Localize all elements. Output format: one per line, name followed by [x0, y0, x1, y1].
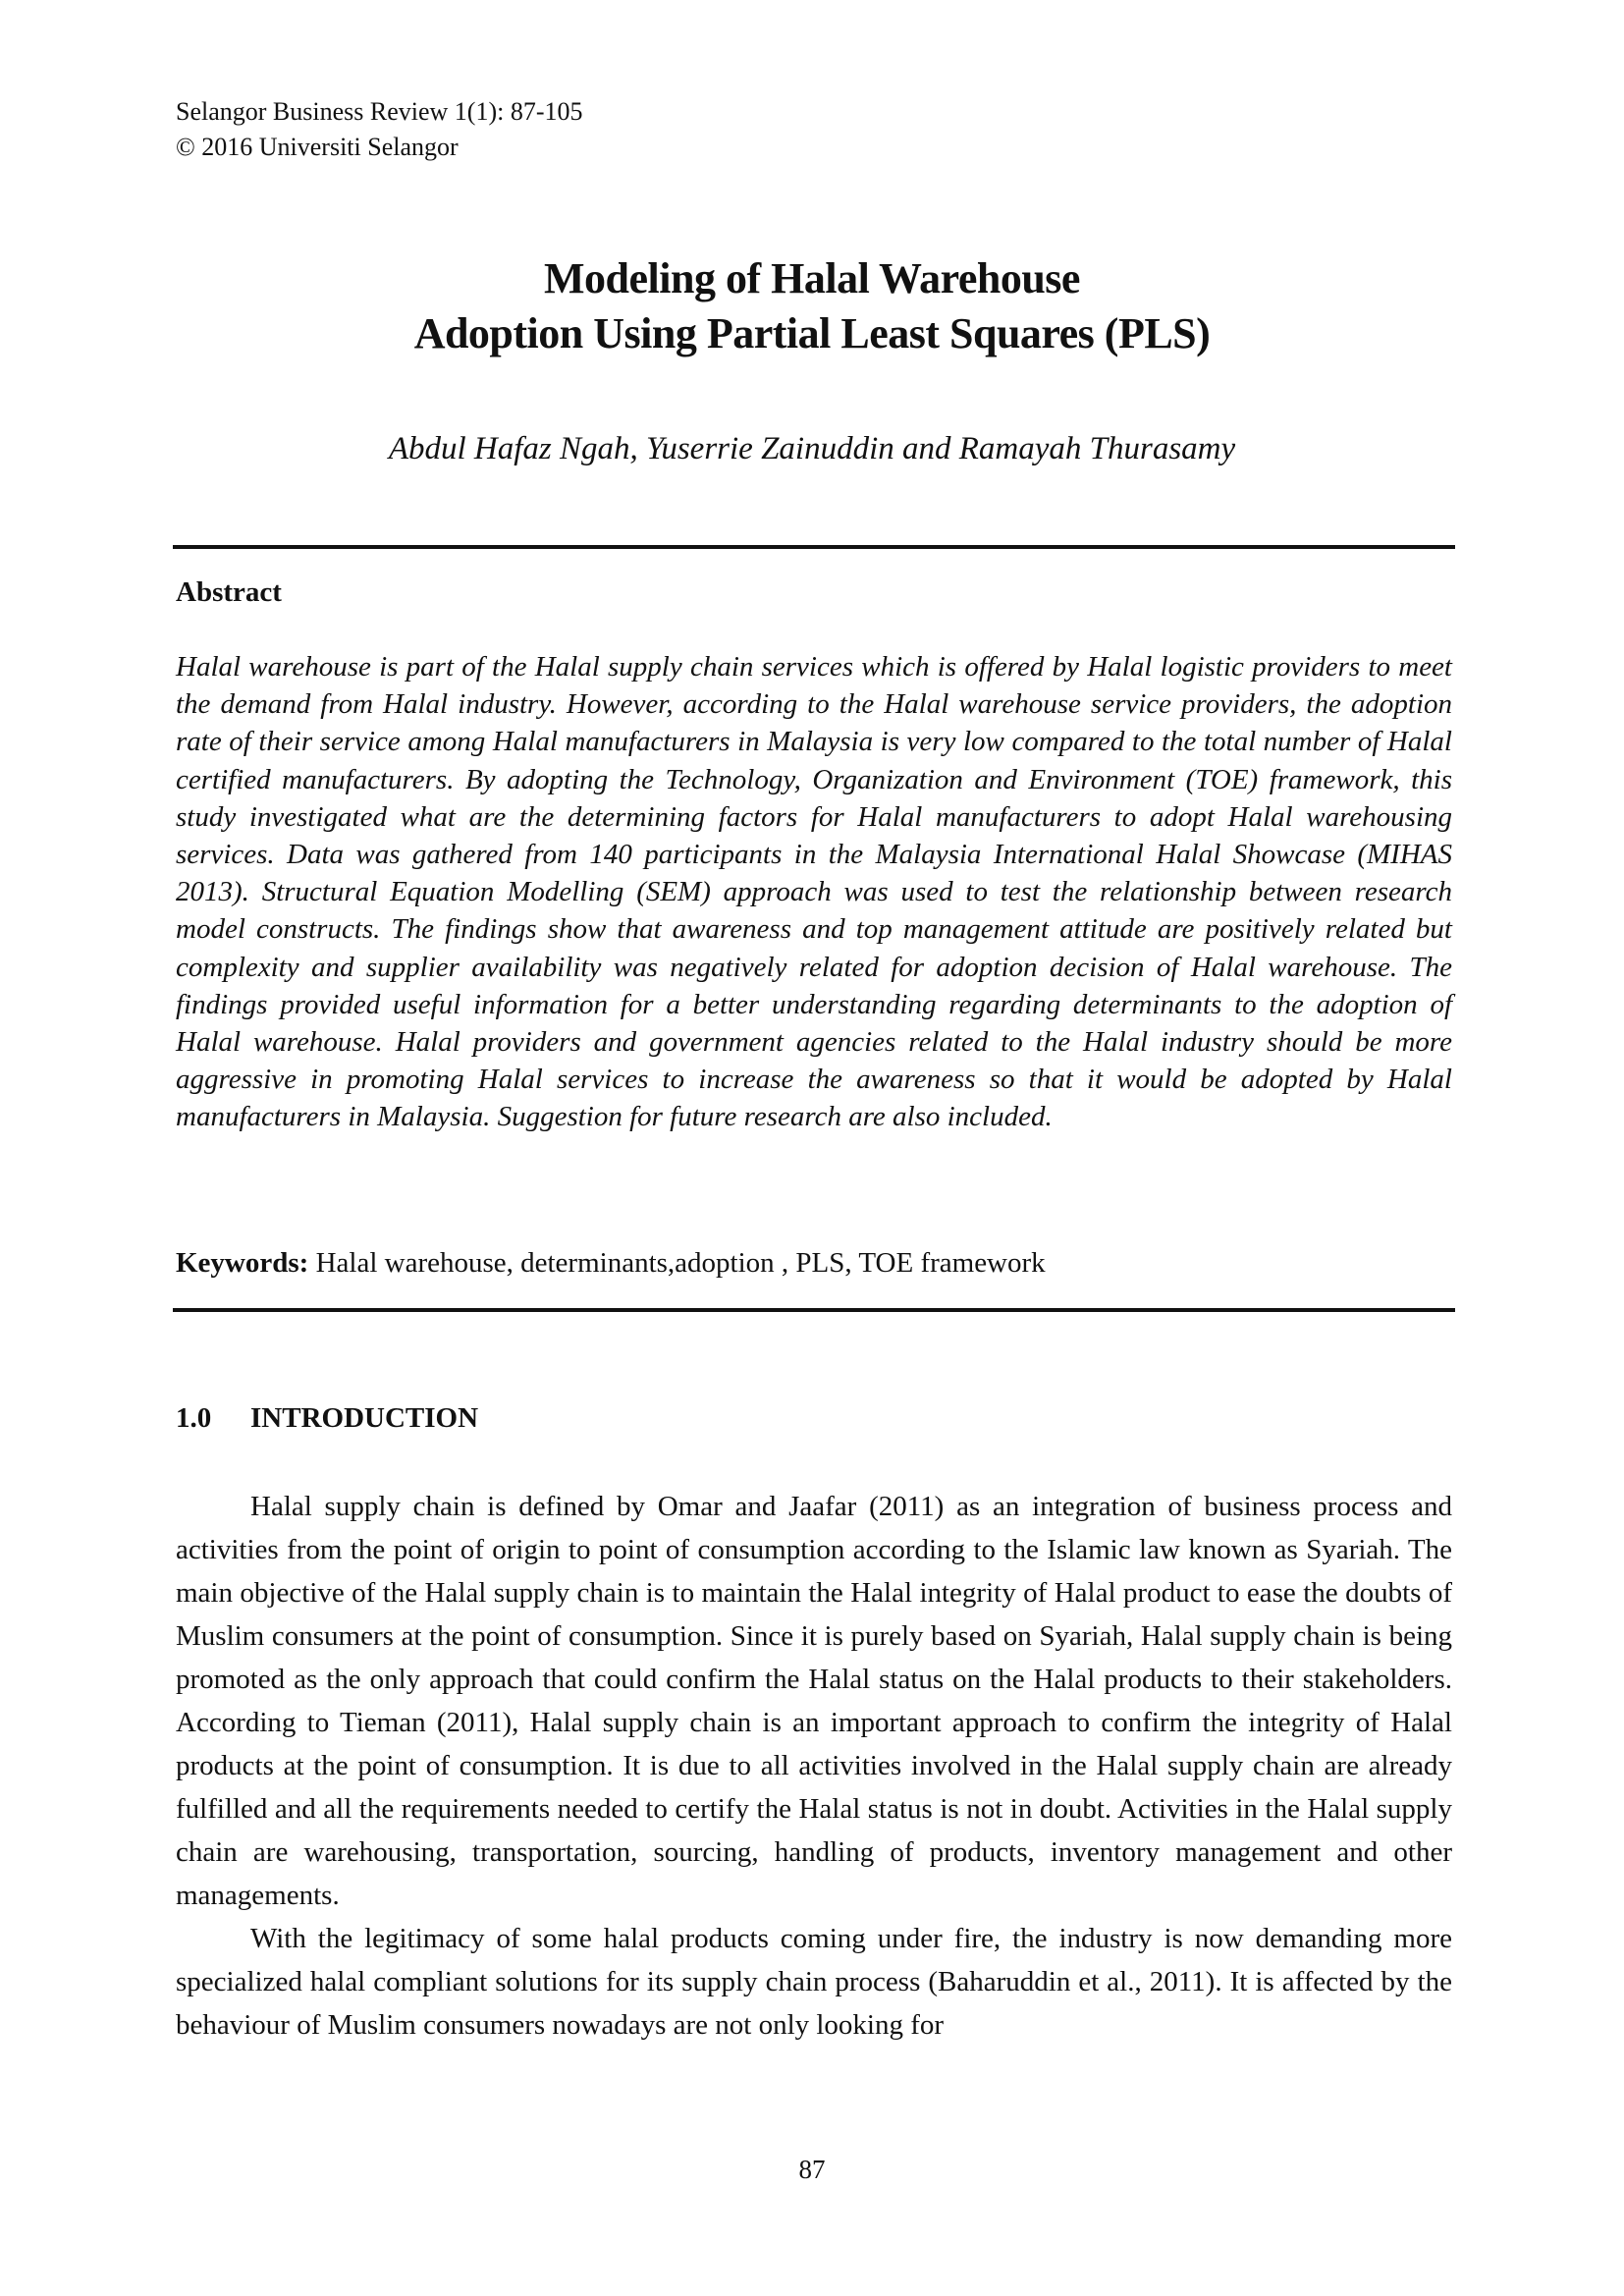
abstract-top-divider: [173, 545, 1455, 549]
keywords-value: Halal warehouse, determinants,adoption , PLS, TOE framework: [308, 1247, 1046, 1279]
title-line-1: Modeling of Halal Warehouse: [544, 254, 1080, 302]
copyright-notice: © 2016 Universiti Selangor: [176, 133, 459, 161]
keywords: [176, 1245, 1046, 1281]
section-heading-introduction: [176, 1400, 478, 1436]
title-line-2: Adoption Using Partial Least Squares (PLS): [413, 309, 1211, 357]
journal-citation: Selangor Business Review 1(1): 87-105: [176, 97, 583, 126]
paper-title: [0, 251, 1624, 361]
journal-header: [176, 94, 583, 165]
abstract-heading: Abstract: [176, 576, 282, 608]
author-list: Abdul Hafaz Ngah, Yuserrie Zainuddin and Ramayah Thurasamy: [388, 431, 1236, 466]
paragraph: With the legitimacy of some halal products coming under fire, the industry is now demanding more specialized halal compliant solutions for its supply chain process (Baharuddin et al., 2011). It is affected by the behaviour of Muslim consumers nowadays are not only looking for: [176, 1923, 1452, 2041]
abstract-body: Halal warehouse is part of the Halal supply chain services which is offered by Halal logistic providers to meet the demand from Halal industry. However, according to the Halal warehouse service providers, the adoption rate of their service among Halal manufacturers in Malaysia is very low compared to the total number of Halal certified manufacturers. By adopting the Technology, Organization and Environment (TOE) framework, this study investigated what are the determining factors for Halal manufacturers to adopt Halal warehousing services. Data was gathered from 140 participants in the Malaysia International Halal Showcase (MIHAS 2013). Structural Equation Modelling (SEM) approach was used to test the relationship between research model constructs. The findings show that awareness and top management attitude are positively related but complexity and supplier availability was negatively related for adoption decision of Halal warehouse. The findings provided useful information for a better understanding regarding determinants to the adoption of Halal warehouse. Halal providers and government agencies related to the Halal industry should be more aggressive in promoting Halal services to increase the awareness so that it would be adopted by Halal manufacturers in Malaysia. Suggestion for future research are also included.: [176, 651, 1452, 1133]
section-title: INTRODUCTION: [250, 1402, 479, 1434]
paragraph: Halal supply chain is defined by Omar and Jaafar (2011) as an integration of business process and activities from the point of origin to point of consumption according to the Islamic law known as Syariah. The main objective of the Halal supply chain is to maintain the Halal integrity of Halal product to ease the doubts of Muslim consumers at the point of consumption. Since it is purely based on Syariah, Halal supply chain is being promoted as the only approach that could confirm the Halal status on the Halal products to their stakeholders. According to Tieman (2011), Halal supply chain is an important approach to confirm the integrity of Halal products at the point of consumption. It is due to all activities involved in the Halal supply chain are already fulfilled and all the requirements needed to certify the Halal status is not in doubt. Activities in the Halal supply chain are warehousing, transportation, sourcing, handling of products, inventory management and other managements.: [176, 1491, 1452, 1911]
abstract-bottom-divider: [173, 1308, 1455, 1312]
page-number: 87: [798, 2155, 826, 2184]
section-number: 1.0: [176, 1402, 212, 1434]
introduction-body: [176, 1485, 1452, 2047]
keywords-label: Keywords:: [176, 1247, 309, 1279]
